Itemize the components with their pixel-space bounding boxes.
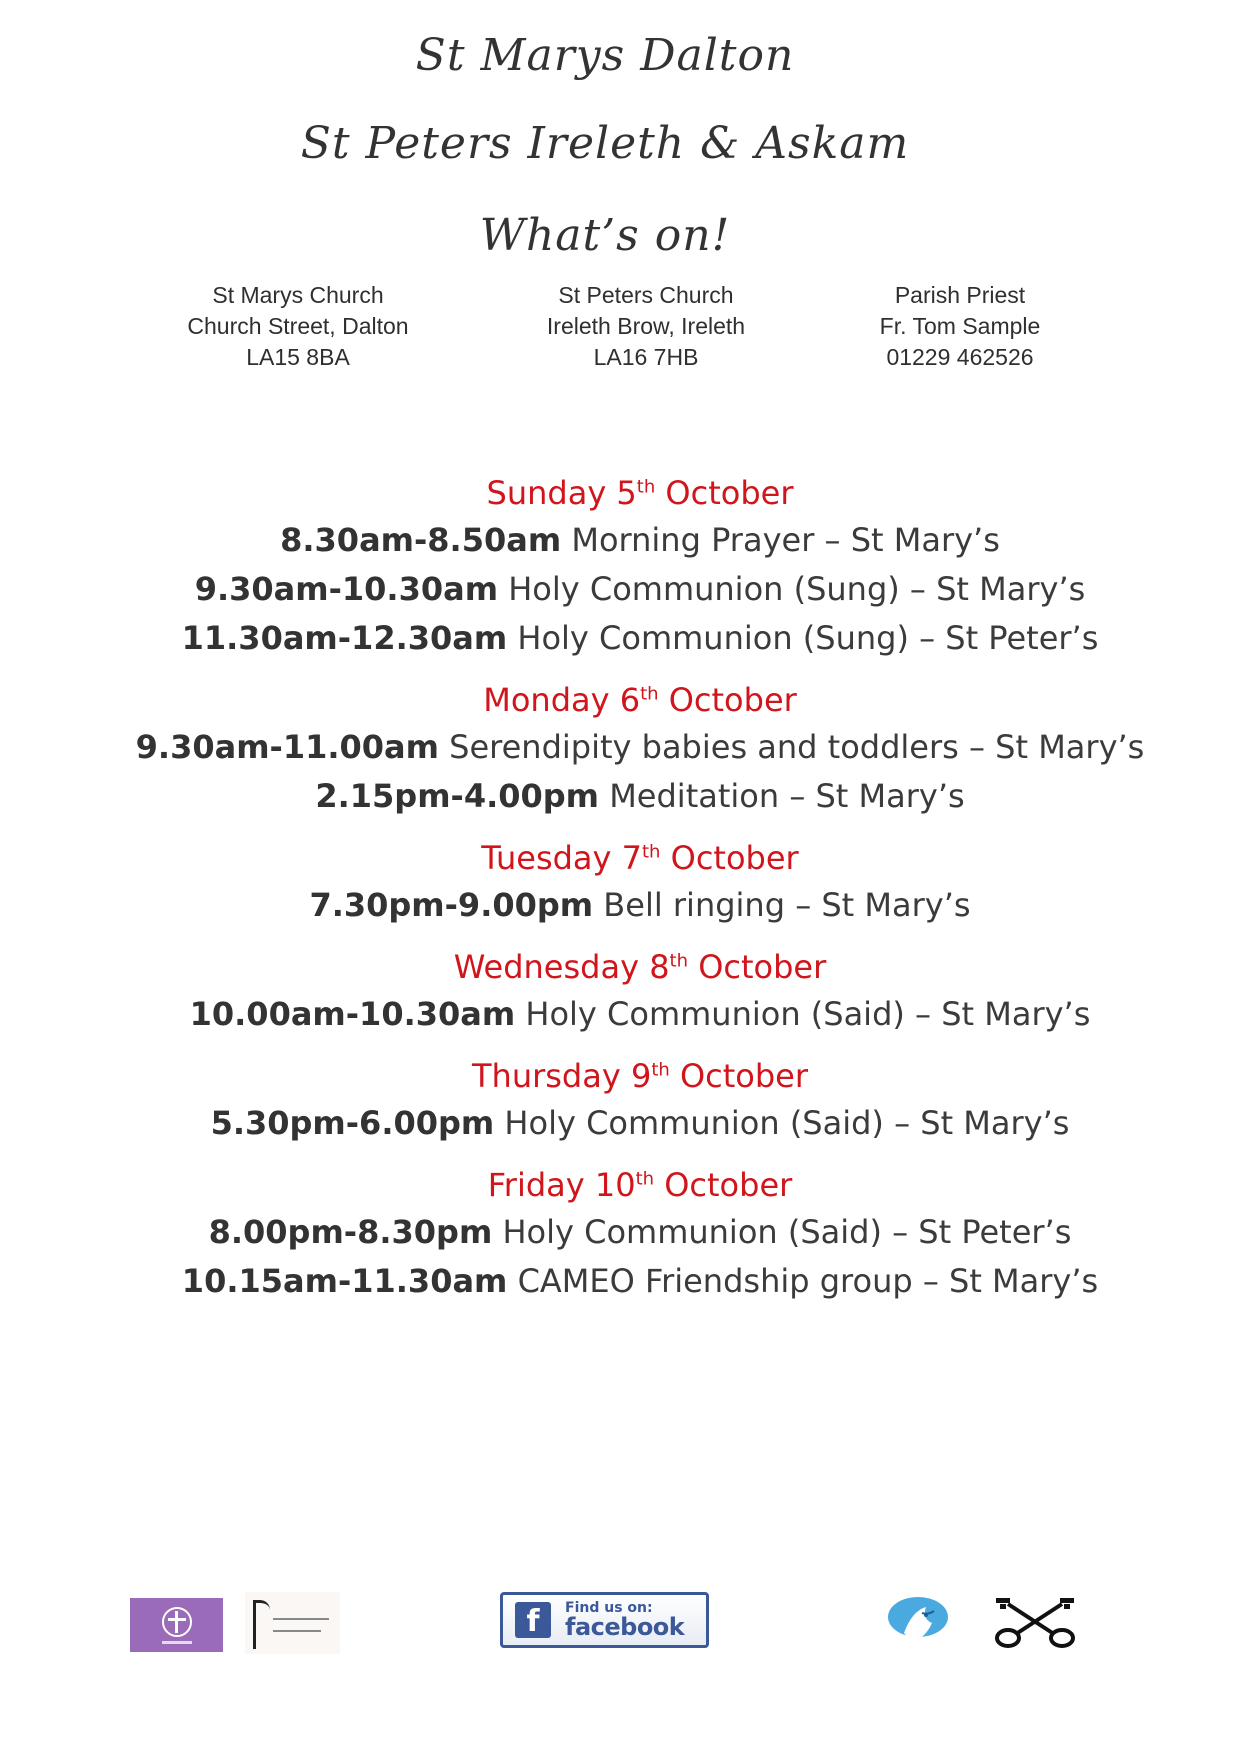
day-block bbox=[100, 677, 1180, 821]
event-row bbox=[100, 723, 1180, 772]
address-parish-priest bbox=[810, 280, 1110, 373]
event-description: Serendipity babies and toddlers – St Mary’s bbox=[438, 728, 1145, 766]
event-time: 10.00am-10.30am bbox=[189, 995, 516, 1033]
day-heading-date: Wednesday 8 bbox=[453, 948, 670, 986]
event-time: 8.30am-8.50am bbox=[280, 521, 562, 559]
address-st-peters bbox=[496, 280, 796, 373]
dove-logo bbox=[882, 1593, 954, 1651]
address-st-marys-postcode: LA15 8BA bbox=[246, 344, 350, 370]
day-heading bbox=[100, 835, 1180, 881]
event-row bbox=[100, 990, 1180, 1039]
day-heading-month: October bbox=[654, 1166, 793, 1204]
crossed-keys-logo bbox=[990, 1594, 1080, 1650]
event-row bbox=[100, 614, 1180, 663]
day-heading-month: October bbox=[688, 948, 827, 986]
crozier-icon bbox=[253, 1600, 270, 1649]
event-description: Bell ringing – St Mary’s bbox=[593, 886, 971, 924]
event-row bbox=[100, 565, 1180, 614]
event-time: 5.30pm-6.00pm bbox=[210, 1104, 495, 1142]
facebook-icon: f bbox=[515, 1602, 551, 1638]
day-heading-ordinal: th bbox=[669, 950, 689, 972]
crossed-keys-icon bbox=[990, 1594, 1080, 1650]
day-heading bbox=[100, 944, 1180, 990]
event-row bbox=[100, 1208, 1180, 1257]
day-heading-ordinal: th bbox=[640, 683, 659, 705]
priest-role: Parish Priest bbox=[894, 282, 1026, 308]
day-heading-ordinal: th bbox=[635, 1168, 655, 1190]
event-time: 2.15pm-4.00pm bbox=[315, 777, 600, 815]
event-description: Morning Prayer – St Mary’s bbox=[561, 521, 1000, 559]
day-heading bbox=[100, 1053, 1180, 1099]
day-block bbox=[100, 1162, 1180, 1306]
address-st-peters-name: St Peters Church bbox=[558, 282, 734, 308]
header-title-second-church: St Peters Ireleth & Askam bbox=[300, 118, 910, 169]
event-description: Holy Communion (Sung) – St Peter’s bbox=[507, 619, 1099, 657]
event-time: 9.30am-10.30am bbox=[194, 570, 499, 608]
event-time: 9.30am-11.00am bbox=[135, 728, 439, 766]
event-description: Holy Communion (Sung) – St Mary’s bbox=[498, 570, 1086, 608]
day-heading-date: Friday 10 bbox=[487, 1166, 636, 1204]
address-st-marys-street: Church Street, Dalton bbox=[187, 313, 409, 339]
day-heading-ordinal: th bbox=[651, 1059, 670, 1081]
day-heading-month: October bbox=[669, 1057, 809, 1095]
event-description: Holy Communion (Said) – St Mary’s bbox=[515, 995, 1091, 1033]
header-title-church: St Marys Dalton bbox=[415, 30, 795, 81]
event-row bbox=[100, 881, 1180, 930]
day-heading-date: Sunday 5 bbox=[486, 474, 637, 512]
priest-phone: 01229 462526 bbox=[886, 344, 1034, 370]
day-heading-month: October bbox=[655, 474, 794, 512]
day-heading-month: October bbox=[660, 839, 799, 877]
day-heading-month: October bbox=[658, 681, 797, 719]
dove-icon bbox=[882, 1593, 954, 1651]
day-heading-ordinal: th bbox=[636, 476, 656, 498]
day-heading bbox=[100, 1162, 1180, 1208]
carlisle-diocese-logo bbox=[245, 1592, 340, 1654]
facebook-find-us-label: Find us on: bbox=[565, 1600, 653, 1616]
address-st-peters-street: Ireleth Brow, Ireleth bbox=[546, 313, 746, 339]
day-heading-date: Thursday 9 bbox=[471, 1057, 652, 1095]
event-time: 7.30pm-9.00pm bbox=[309, 886, 594, 924]
facebook-find-us-button[interactable] bbox=[500, 1592, 709, 1648]
event-description: Holy Communion (Said) – St Mary’s bbox=[494, 1104, 1070, 1142]
cross-circle-icon bbox=[162, 1607, 192, 1637]
event-row bbox=[100, 772, 1180, 821]
address-st-marys bbox=[148, 280, 448, 373]
day-heading bbox=[100, 677, 1180, 723]
event-time: 10.15am-11.30am bbox=[181, 1262, 508, 1300]
day-block bbox=[100, 944, 1180, 1039]
event-description: Holy Communion (Said) – St Peter’s bbox=[492, 1213, 1072, 1251]
day-heading bbox=[100, 470, 1180, 516]
event-time: 8.00pm-8.30pm bbox=[208, 1213, 493, 1251]
event-description: CAMEO Friendship group – St Mary’s bbox=[507, 1262, 1099, 1300]
day-block bbox=[100, 470, 1180, 663]
address-st-marys-name: St Marys Church bbox=[212, 282, 384, 308]
church-of-england-logo bbox=[130, 1598, 223, 1652]
day-heading-ordinal: th bbox=[642, 841, 661, 863]
event-time: 11.30am-12.30am bbox=[181, 619, 508, 657]
event-row bbox=[100, 516, 1180, 565]
logo-caption-mark bbox=[162, 1641, 192, 1644]
event-row bbox=[100, 1099, 1180, 1148]
header-title-whats-on: What’s on! bbox=[479, 210, 731, 261]
facebook-wordmark: facebook bbox=[565, 1613, 685, 1641]
day-heading-date: Tuesday 7 bbox=[481, 839, 642, 877]
address-st-peters-postcode: LA16 7HB bbox=[593, 344, 699, 370]
day-block bbox=[100, 835, 1180, 930]
day-block bbox=[100, 1053, 1180, 1148]
priest-name: Fr. Tom Sample bbox=[879, 313, 1041, 339]
day-heading-date: Monday 6 bbox=[483, 681, 641, 719]
event-description: Meditation – St Mary’s bbox=[599, 777, 965, 815]
weekly-schedule bbox=[100, 470, 1180, 1306]
event-row bbox=[100, 1257, 1180, 1306]
